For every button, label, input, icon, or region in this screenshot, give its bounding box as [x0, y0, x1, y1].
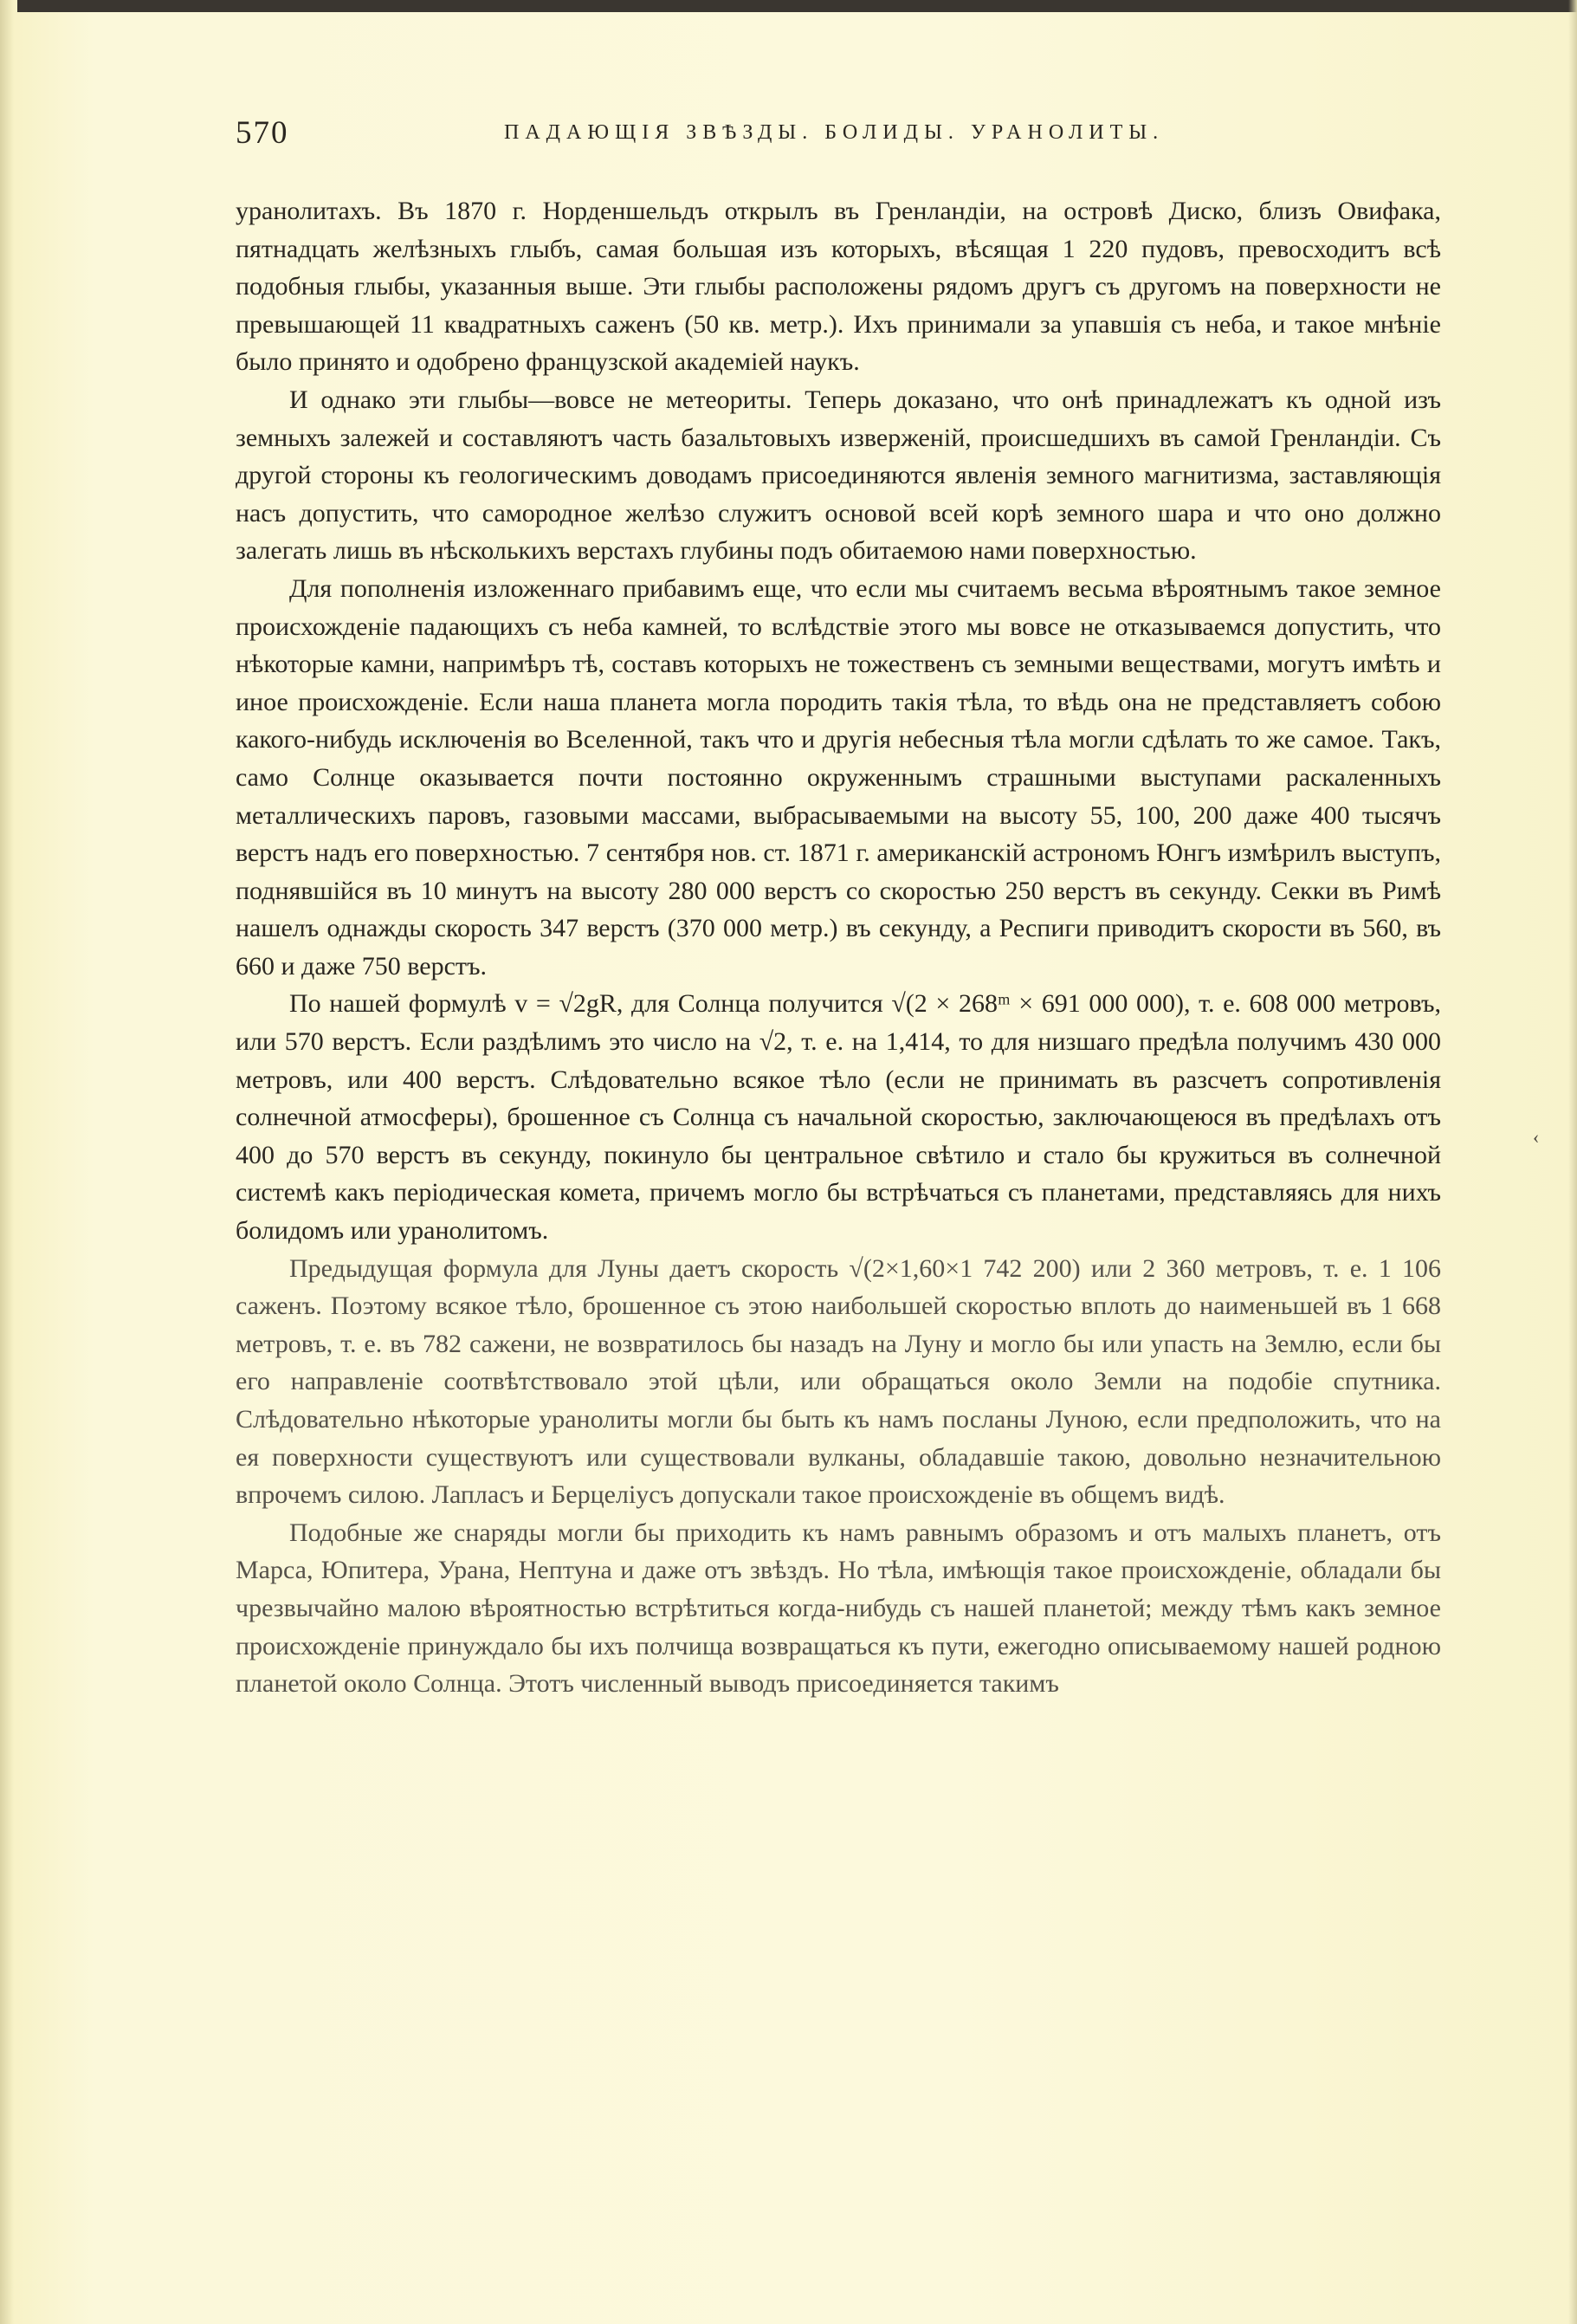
running-title: ПАДАЮЩІЯ ЗВѢЗДЫ. БОЛИДЫ. УРАНОЛИТЫ.: [504, 121, 1165, 144]
page-number: 570: [236, 115, 289, 151]
page-header: [236, 114, 1441, 158]
paragraph: Для пополненія изложеннаго прибавимъ еще, что если мы считаемъ весьма вѣроятнымъ такое земное происхожденіе падающихъ съ неба камней, то вслѣдствіе этого мы вовсе не отказываемся допустить, что нѣкоторые камни, напримѣръ тѣ, составъ которыхъ не тожественъ съ земными веществами, могутъ имѣть и иное происхожденіе. Если наша планета могла породить такія тѣла, то вѣдь она не представляетъ собою какого-нибудь исключенія во Вселенной, такъ что и другія небесныя тѣла могли сдѣлать то же самое. Такъ, само Солнце оказывается почти постоянно окруженнымъ страшными выступами раскаленныхъ металлическихъ паровъ, газовыми массами, выбрасываемыми на высоту 55, 100, 200 даже 400 тысячъ верстъ надъ его поверхностью. 7 сентября нов. ст. 1871 г. американскій астрономъ Юнгъ измѣрилъ выступъ, поднявшійся въ 10 минутъ на высоту 280 000 верстъ со скоростью 250 верстъ въ секунду. Секки въ Римѣ нашелъ однажды скорость 347 верстъ (370 000 метр.) въ секунду, а Респиги приводитъ скорости въ 560, въ 660 и даже 750 верстъ.: [236, 573, 1441, 981]
paragraph: Подобные же снаряды могли бы приходить къ намъ равнымъ образомъ и отъ малыхъ планетъ, отъ Марса, Юпитера, Урана, Нептуна и даже отъ звѣздъ. Но тѣла, имѣющія такое происхожденіе, обладали бы чрезвычайно малою вѣроятностью встрѣтиться когда-нибудь съ нашей планетой; между тѣмъ какъ земное происхожденіе принуждало бы ихъ полчища возвращаться къ пути, ежегодно описываемому нашей родною планетой около Солнца. Этотъ численный выводъ присоединяется такимъ: [236, 1518, 1441, 1699]
paragraph: Предыдущая формула для Луны даетъ скорость √(2×1,60×1 742 200) или 2 360 метровъ, т. е. 1 106 саженъ. Поэтому всякое тѣло, брошенное съ этою наибольшей скоростью вплоть до наименьшей въ 1 668 метровъ, т. е. въ 782 сажени, не возвратилось бы назадъ на Луну и могло бы или упасть на Землю, если бы его направленіе соотвѣтствовало этой цѣли, или обращаться около Земли на подобіе спутника. Слѣдовательно нѣкоторые уранолиты могли бы быть къ намъ посланы Луною, если предположить, что на ея поверхности существуютъ или существовали вулканы, обладавшіе такою, довольно незначительною впрочемъ силою. Лапласъ и Берцеліусъ допускали такое происхожденіе въ общемъ видѣ.: [236, 1253, 1441, 1510]
body-text: [236, 192, 1441, 1703]
top-border: [17, 0, 1577, 12]
spine-shadow: [0, 0, 14, 2324]
paragraph: По нашей формулѣ v = √2gR, для Солнца получится √(2 × 268ᵐ × 691 000 000), т. е. 608 000 метровъ, или 570 верстъ. Если раздѣлимъ это число на √2, т. е. на 1,414, то для низшаго предѣла получимъ 430 000 метровъ, или 400 верстъ. Слѣдовательно всякое тѣло (если не принимать въ разсчетъ сопротивленія солнечной атмосферы), брошенное съ Солнца съ начальной скоростью, заключающеюся въ предѣлахъ отъ 400 до 570 верстъ въ секунду, покинуло бы центральное свѣтило и стало бы кружиться въ солнечной системѣ какъ періодическая комета, причемъ могло бы встрѣчаться съ планетами, представляясь для нихъ болидомъ или уранолитомъ.: [236, 989, 1441, 1246]
paragraph: уранолитахъ. Въ 1870 г. Норденшельдъ открылъ въ Гренландіи, на островѣ Диско, близъ Овифака, пятнадцать желѣзныхъ глыбъ, самая большая изъ которыхъ, вѣсящая 1 220 пудовъ, превосходитъ всѣ подобныя глыбы, указанныя выше. Эти глыбы расположены рядомъ другъ съ другомъ на поверхности не превышающей 11 квадратныхъ саженъ (50 кв. метр.). Ихъ принимали за упавшія съ неба, и такое мнѣніе было принято и одобрено французской академіей наукъ.: [236, 197, 1441, 377]
margin-mark: ‹: [1533, 1126, 1540, 1148]
page-edge: [1568, 0, 1577, 2324]
paragraph: И однако эти глыбы—вовсе не метеориты. Теперь доказано, что онѣ принадлежатъ къ одной изъ земныхъ залежей и составляютъ часть базальтовыхъ изверженій, происшедшихъ въ самой Гренландіи. Съ другой стороны къ геологическимъ доводамъ присоединяются явленія земного магнитизма, заставляющія насъ допустить, что самородное желѣзо служитъ основой всей корѣ земного шара и что оно должно залегать лишь въ нѣсколькихъ верстахъ глубины подъ обитаемою нами поверхностью.: [236, 385, 1441, 566]
